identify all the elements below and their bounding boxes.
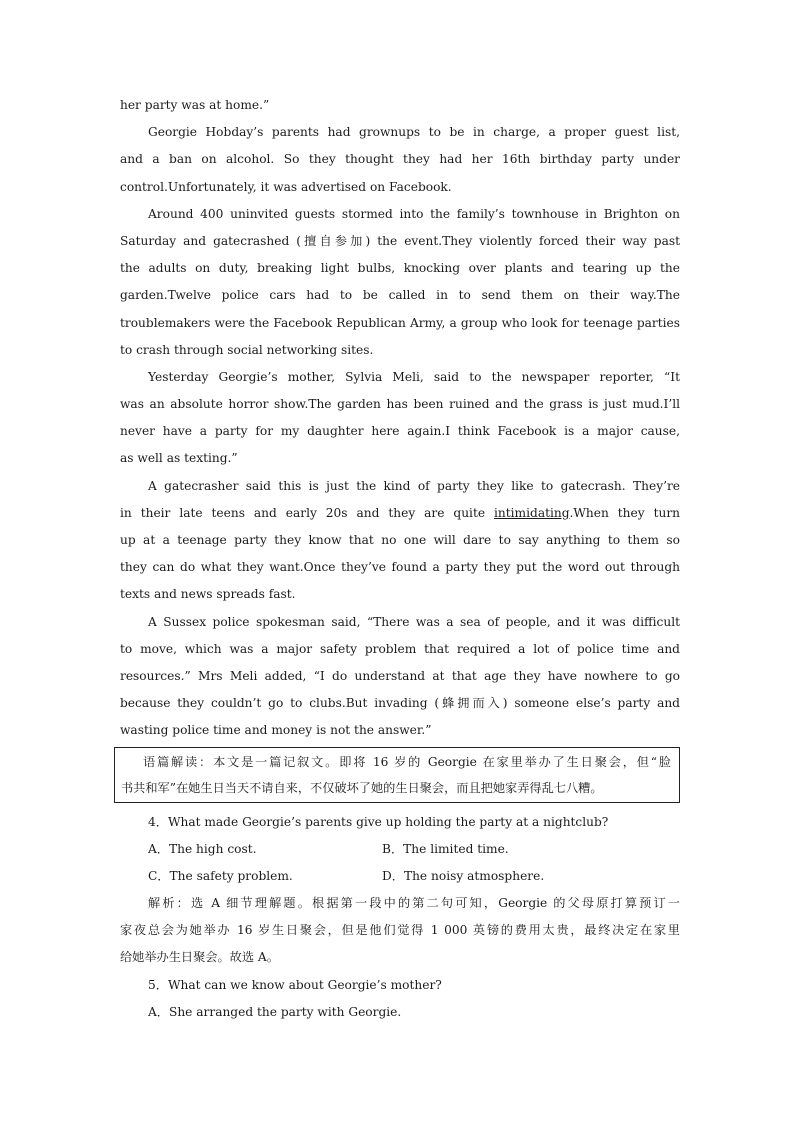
passage-line: Georgie Hobday’s parents had grownups to be in charge, a proper guest list, [148,125,680,140]
passage-line: control.Unfortunately, it was advertised on Facebook. [120,179,452,194]
option-d: D．The noisy atmosphere. [382,868,545,883]
passage-line: her party was at home.” [120,98,270,112]
passage-line: A Sussex police spokesman said, “There was a sea of people, and it was difficult [148,614,680,629]
passage-line: A gatecrasher said this is just the kind of party they like to gatecrash. They’re [148,478,680,493]
document-page [120,92,680,1026]
passage-line: up at a teenage party they know that no one will dare to say anything to them so [120,533,680,547]
option-c: C．The safety problem. [148,868,293,883]
analysis-line: 家夜总会为她举办 16 岁生日聚会，但是他们觉得 1 000 英镑的费用太贵，最终决定在家里 [120,923,680,938]
passage-line: was an absolute horror show.The garden has been ruined and the grass is just mud.I’ll [120,397,680,412]
passage-line: texts and news spreads fast. [120,587,296,602]
passage-line: the adults on duty, breaking light bulbs, knocking over plants and tearing up the [120,261,680,276]
passage-line: because they couldn’t go to clubs.But invading (蜂拥而入) someone else’s party and [120,696,680,711]
passage-line: to move, which was a major safety problem that required a lot of police time and [120,641,680,656]
summary-box [114,747,680,803]
analysis-line: 解析：选 A 细节理解题。根据第一段中的第二句可知，Georgie 的父母原打算预订一 [148,896,680,911]
passage-line: Saturday and gatecrashed (擅自参加) the event.They violently forced their way past [120,233,680,248]
passage-line [120,500,680,527]
question-4: 4．What made Georgie’s parents give up holding the party at a nightclub? [148,814,609,829]
question-4-options-row2 [120,863,680,890]
summary-line: 语篇解读：本文是一篇记叙文。即将 16 岁的 Georgie 在家里举办了生日聚会，但“脸 [143,754,671,769]
analysis-line: 给她举办生日聚会。故选 A。 [120,950,279,965]
passage-line: never have a party for my daughter here again.I think Facebook is a major cause, [120,424,680,439]
passage-text: in their late teens and early 20s and they are quite [120,505,495,520]
passage-line: wasting police time and money is not the answer.” [120,723,432,738]
option-a: A．The high cost. [148,841,257,856]
passage-line: troublemakers were the Facebook Republican Army, a group who look for teenage parties [120,315,680,330]
passage-line: they can do what they want.Once they’ve found a party they put the word out through [120,560,680,575]
summary-line: 书共和军”在她生日当天不请自来，不仅破坏了她的生日聚会，而且把她家弄得乱七八糟。 [121,780,603,795]
passage-line: garden.Twelve police cars had to be called in to send them on their way.The [120,288,680,303]
passage-line: Yesterday Georgie’s mother, Sylvia Meli, said to the newspaper reporter, “It [148,369,680,384]
option-b: B．The limited time. [382,841,509,856]
question-5: 5．What can we know about Georgie’s mother? [148,977,442,992]
passage-line: Around 400 uninvited guests stormed into the family’s townhouse in Brighton on [148,206,680,221]
option-a: A．She arranged the party with Georgie. [148,1004,402,1019]
passage-line: to crash through social networking sites. [120,342,374,357]
passage-line: resources.” Mrs Meli added, “I do understand at that age they have nowhere to go [120,668,680,683]
passage-line: and a ban on alcohol. So they thought they had her 16th birthday party under [120,152,680,167]
passage-line: as well as texting.” [120,451,238,466]
question-4-options-row1 [120,836,680,863]
passage-text: .When they turn [569,505,680,520]
underlined-word: intimidating [494,505,570,520]
